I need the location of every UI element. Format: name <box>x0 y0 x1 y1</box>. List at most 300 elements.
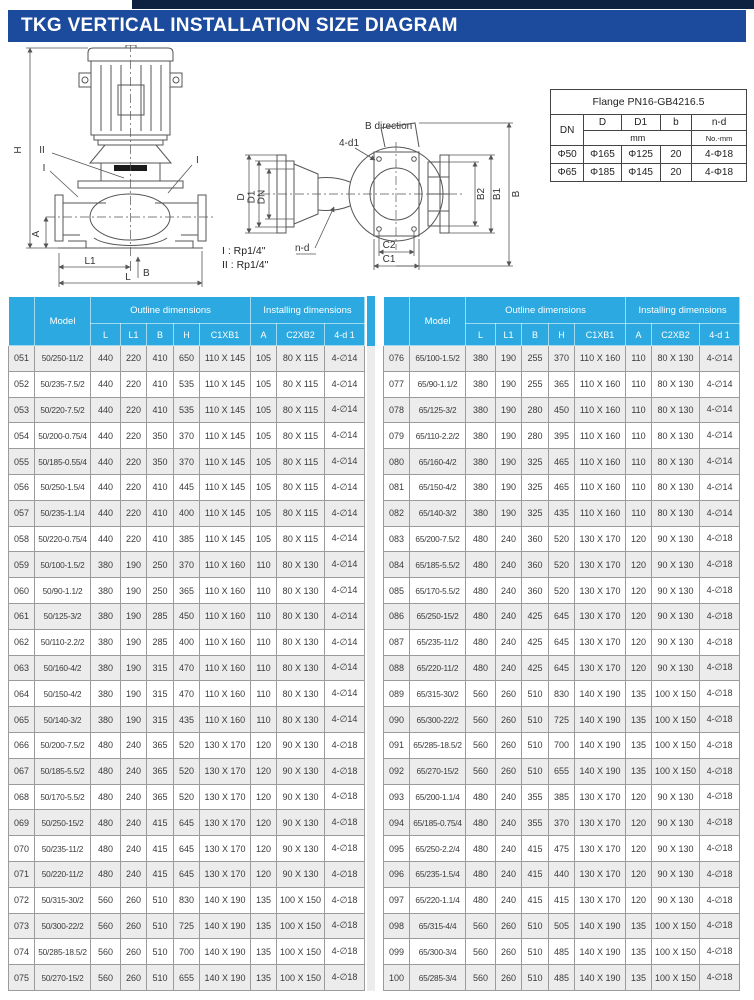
dim-bolt-holes: 4-∅18 <box>325 758 365 784</box>
table-row <box>9 887 365 913</box>
dim-l1: 240 <box>496 784 522 810</box>
dim-bolt-holes: 4-∅18 <box>700 681 740 707</box>
dim-l: 380 <box>466 449 496 475</box>
table-row <box>9 500 365 526</box>
model: 50/110-2.2/2 <box>35 629 91 655</box>
table-row <box>384 500 740 526</box>
model: 50/220-0.75/4 <box>35 526 91 552</box>
table-row <box>384 965 740 991</box>
row-number: 051 <box>9 346 35 372</box>
row-number: 079 <box>384 423 410 449</box>
dim-l1: 260 <box>496 681 522 707</box>
dim-l1: 190 <box>121 603 147 629</box>
dim-c2xb2: 100 X 150 <box>652 758 700 784</box>
dim-label-c1: C1 <box>382 254 396 265</box>
dim-c1xb1: 110 X 160 <box>575 423 626 449</box>
table-row <box>384 449 740 475</box>
dim-label-b: B <box>143 268 150 279</box>
dim-a: 135 <box>626 913 652 939</box>
dim-label-b2: B2 <box>476 187 487 201</box>
model: 65/270-15/2 <box>410 758 466 784</box>
dim-l: 480 <box>466 629 496 655</box>
model-header: Model <box>35 297 91 346</box>
row-number: 084 <box>384 552 410 578</box>
dim-b: 510 <box>147 913 174 939</box>
row-number: 072 <box>9 887 35 913</box>
dim-l: 480 <box>466 861 496 887</box>
dim-a: 135 <box>626 707 652 733</box>
dim-c2xb2: 90 X 130 <box>652 603 700 629</box>
model: 50/300-22/2 <box>35 913 91 939</box>
col-c2xb2: C2XB2 <box>277 324 325 346</box>
dim-l: 480 <box>466 836 496 862</box>
dim-b: 285 <box>147 629 174 655</box>
dim-a: 105 <box>251 397 277 423</box>
row-number: 093 <box>384 784 410 810</box>
col-c1xb1: C1XB1 <box>575 324 626 346</box>
dim-bolt-holes: 4-∅14 <box>325 474 365 500</box>
dim-c1xb1: 130 X 170 <box>575 526 626 552</box>
col-c1xb1: C1XB1 <box>200 324 251 346</box>
row-number: 087 <box>384 629 410 655</box>
dim-c1xb1: 140 X 190 <box>575 681 626 707</box>
row-number: 057 <box>9 500 35 526</box>
dim-c1xb1: 130 X 170 <box>575 784 626 810</box>
note-port-i: I : Rp1/4" <box>222 245 266 257</box>
dim-c1xb1: 110 X 160 <box>575 500 626 526</box>
dim-bolt-holes: 4-∅18 <box>700 603 740 629</box>
model: 50/200-7.5/2 <box>35 732 91 758</box>
dim-l: 480 <box>466 784 496 810</box>
dim-a: 110 <box>626 346 652 372</box>
table-row <box>9 346 365 372</box>
table-row <box>9 526 365 552</box>
dim-bolt-holes: 4-∅14 <box>325 655 365 681</box>
dim-a: 120 <box>626 655 652 681</box>
page-title: TKG VERTICAL INSTALLATION SIZE DIAGRAM <box>8 10 746 42</box>
dim-c2xb2: 90 X 130 <box>652 836 700 862</box>
table-row <box>384 732 740 758</box>
dim-c2xb2: 80 X 130 <box>652 371 700 397</box>
dim-c2xb2: 80 X 130 <box>277 655 325 681</box>
dim-l: 440 <box>91 423 121 449</box>
table-row <box>384 784 740 810</box>
model: 65/285-3/4 <box>410 965 466 991</box>
dim-h: 700 <box>549 732 575 758</box>
dim-b: 410 <box>147 526 174 552</box>
dim-b: 415 <box>147 836 174 862</box>
dim-a: 120 <box>626 578 652 604</box>
dim-h: 365 <box>549 371 575 397</box>
model: 65/235-1.5/4 <box>410 861 466 887</box>
dim-c1xb1: 130 X 170 <box>575 629 626 655</box>
dim-h: 465 <box>549 449 575 475</box>
dim-bolt-holes: 4-∅18 <box>700 784 740 810</box>
dim-bolt-holes: 4-∅18 <box>700 578 740 604</box>
dim-bolt-holes: 4-∅14 <box>325 449 365 475</box>
nd-label: n-d <box>295 243 310 254</box>
dim-h: 370 <box>174 552 200 578</box>
dim-l: 560 <box>91 939 121 965</box>
dim-b: 350 <box>147 449 174 475</box>
row-number: 092 <box>384 758 410 784</box>
row-number: 055 <box>9 449 35 475</box>
b-direction-drawing <box>233 98 531 293</box>
dim-l: 440 <box>91 371 121 397</box>
dim-c1xb1: 130 X 170 <box>200 758 251 784</box>
dim-h: 485 <box>549 965 575 991</box>
dim-l1: 240 <box>121 810 147 836</box>
dim-b: 510 <box>522 707 549 733</box>
table-row <box>384 397 740 423</box>
dim-c1xb1: 110 X 145 <box>200 449 251 475</box>
dim-c1xb1: 130 X 170 <box>575 810 626 836</box>
table-row <box>9 836 365 862</box>
dim-h: 385 <box>549 784 575 810</box>
table-row <box>384 887 740 913</box>
dim-c2xb2: 80 X 115 <box>277 346 325 372</box>
dim-h: 535 <box>174 397 200 423</box>
table-row <box>384 836 740 862</box>
dim-l: 480 <box>466 526 496 552</box>
dim-c1xb1: 130 X 170 <box>200 784 251 810</box>
model: 50/235-7.5/2 <box>35 371 91 397</box>
dim-c1xb1: 140 X 190 <box>200 913 251 939</box>
dim-bolt-holes: 4-∅14 <box>325 578 365 604</box>
dim-h: 370 <box>549 810 575 836</box>
dim-c1xb1: 110 X 160 <box>200 629 251 655</box>
row-number: 054 <box>9 423 35 449</box>
dim-c2xb2: 90 X 130 <box>277 810 325 836</box>
dim-h: 725 <box>549 707 575 733</box>
model: 65/150-4/2 <box>410 474 466 500</box>
dim-a: 110 <box>626 474 652 500</box>
dim-l: 560 <box>466 758 496 784</box>
col-l1: L1 <box>496 324 522 346</box>
flange-d: Φ185 <box>584 164 621 182</box>
model: 50/150-4/2 <box>35 681 91 707</box>
model: 65/235-11/2 <box>410 629 466 655</box>
model: 50/185-5.5/2 <box>35 758 91 784</box>
dim-c1xb1: 130 X 170 <box>200 810 251 836</box>
dim-l1: 240 <box>496 629 522 655</box>
dim-b: 510 <box>522 965 549 991</box>
table-row <box>9 397 365 423</box>
dim-bolt-holes: 4-∅14 <box>325 423 365 449</box>
col-l: L <box>466 324 496 346</box>
dim-b: 325 <box>522 449 549 475</box>
dim-l1: 260 <box>496 939 522 965</box>
table-row <box>9 913 365 939</box>
dim-a: 110 <box>626 371 652 397</box>
dim-h: 435 <box>174 707 200 733</box>
model: 65/285-18.5/2 <box>410 732 466 758</box>
dim-l: 380 <box>91 629 121 655</box>
dim-c2xb2: 90 X 130 <box>652 861 700 887</box>
model: 50/170-5.5/2 <box>35 784 91 810</box>
dim-b: 285 <box>147 603 174 629</box>
table-row <box>9 603 365 629</box>
flange-b: 20 <box>660 146 691 164</box>
dim-bolt-holes: 4-∅18 <box>700 552 740 578</box>
row-number: 069 <box>9 810 35 836</box>
table-row <box>384 371 740 397</box>
dim-bolt-holes: 4-∅14 <box>325 526 365 552</box>
flange-unit-nomm: No.-mm <box>692 131 747 146</box>
dim-a: 105 <box>251 371 277 397</box>
dim-a: 105 <box>251 423 277 449</box>
dim-c2xb2: 80 X 115 <box>277 449 325 475</box>
dim-bolt-holes: 4-∅18 <box>325 939 365 965</box>
dim-c2xb2: 80 X 115 <box>277 371 325 397</box>
dim-b: 350 <box>147 423 174 449</box>
row-number: 099 <box>384 939 410 965</box>
row-number: 095 <box>384 836 410 862</box>
flange-d: Φ165 <box>584 146 621 164</box>
dim-b: 280 <box>522 397 549 423</box>
row-number: 088 <box>384 655 410 681</box>
dim-h: 645 <box>549 629 575 655</box>
model: 50/270-15/2 <box>35 965 91 991</box>
dim-l1: 260 <box>496 913 522 939</box>
dim-l1: 260 <box>496 732 522 758</box>
dim-bolt-holes: 4-∅18 <box>700 758 740 784</box>
dim-l1: 240 <box>121 732 147 758</box>
dim-h: 385 <box>174 526 200 552</box>
flange-col-b: b <box>660 115 691 131</box>
model: 65/110-2.2/2 <box>410 423 466 449</box>
dim-c1xb1: 140 X 190 <box>575 732 626 758</box>
table-row <box>384 913 740 939</box>
row-number: 067 <box>9 758 35 784</box>
row-number: 091 <box>384 732 410 758</box>
dim-a: 105 <box>251 500 277 526</box>
dim-l1: 220 <box>121 500 147 526</box>
dim-l: 480 <box>466 655 496 681</box>
dim-b: 415 <box>522 861 549 887</box>
flange-dn: Φ50 <box>551 146 584 164</box>
dim-b: 425 <box>522 655 549 681</box>
dim-h: 725 <box>174 913 200 939</box>
table-row <box>384 474 740 500</box>
dimension-tables <box>8 296 740 991</box>
dim-a: 120 <box>626 784 652 810</box>
row-number: 063 <box>9 655 35 681</box>
dim-l1: 220 <box>121 526 147 552</box>
dim-c2xb2: 80 X 115 <box>277 526 325 552</box>
dim-l: 440 <box>91 474 121 500</box>
table-row <box>384 655 740 681</box>
pump-front-view-drawing <box>8 45 236 295</box>
dim-l1: 190 <box>496 500 522 526</box>
dim-l: 480 <box>466 578 496 604</box>
dim-bolt-holes: 4-∅18 <box>325 732 365 758</box>
dim-l: 560 <box>466 707 496 733</box>
dim-bolt-holes: 4-∅14 <box>700 474 740 500</box>
dim-b: 510 <box>147 939 174 965</box>
flange-unit-mm: mm <box>584 131 692 146</box>
dim-c2xb2: 90 X 130 <box>652 526 700 552</box>
dim-a: 120 <box>626 836 652 862</box>
top-accent-strip <box>132 0 754 9</box>
dim-a: 120 <box>251 784 277 810</box>
flange-b: 20 <box>660 164 691 182</box>
dim-a: 135 <box>626 732 652 758</box>
col-b: B <box>147 324 174 346</box>
dim-b: 280 <box>522 423 549 449</box>
dim-l: 560 <box>91 887 121 913</box>
table-row <box>384 707 740 733</box>
model: 50/220-7.5/2 <box>35 397 91 423</box>
dim-c1xb1: 110 X 145 <box>200 500 251 526</box>
dim-b: 410 <box>147 371 174 397</box>
table-row <box>9 371 365 397</box>
dim-l1: 220 <box>121 346 147 372</box>
flange-nd: 4-Φ18 <box>692 146 747 164</box>
dim-a: 110 <box>626 449 652 475</box>
dim-l1: 240 <box>496 603 522 629</box>
row-number: 077 <box>384 371 410 397</box>
model: 50/235-11/2 <box>35 836 91 862</box>
col-l: L <box>91 324 121 346</box>
dim-l1: 260 <box>121 913 147 939</box>
dim-h: 520 <box>549 578 575 604</box>
dim-a: 110 <box>251 629 277 655</box>
dim-c1xb1: 110 X 160 <box>200 603 251 629</box>
dim-l: 480 <box>91 810 121 836</box>
dim-c2xb2: 100 X 150 <box>652 965 700 991</box>
col-c2xb2: C2XB2 <box>652 324 700 346</box>
dim-h: 450 <box>174 603 200 629</box>
dim-l1: 190 <box>496 449 522 475</box>
dim-l1: 260 <box>121 965 147 991</box>
dimension-table-right <box>383 296 740 991</box>
dim-c1xb1: 140 X 190 <box>575 707 626 733</box>
model: 50/185-0.55/4 <box>35 449 91 475</box>
dim-a: 135 <box>626 939 652 965</box>
dim-bolt-holes: 4-∅14 <box>700 346 740 372</box>
dim-c1xb1: 140 X 190 <box>200 939 251 965</box>
row-number: 096 <box>384 861 410 887</box>
model: 65/160-4/2 <box>410 449 466 475</box>
dim-l: 480 <box>466 810 496 836</box>
dim-c1xb1: 130 X 170 <box>200 732 251 758</box>
flange-nd: 4-Φ18 <box>692 164 747 182</box>
dim-l: 480 <box>91 784 121 810</box>
dim-l1: 240 <box>496 552 522 578</box>
dim-c1xb1: 130 X 170 <box>575 655 626 681</box>
dim-l1: 190 <box>496 397 522 423</box>
dim-l: 560 <box>466 732 496 758</box>
dim-c2xb2: 100 X 150 <box>652 681 700 707</box>
dim-h: 415 <box>549 887 575 913</box>
model: 65/250-2.2/4 <box>410 836 466 862</box>
dim-c2xb2: 80 X 130 <box>652 500 700 526</box>
dim-h: 830 <box>549 681 575 707</box>
table-row <box>9 552 365 578</box>
col-4d1: 4-d 1 <box>325 324 365 346</box>
table-row <box>9 423 365 449</box>
row-number: 083 <box>384 526 410 552</box>
dim-b: 355 <box>522 810 549 836</box>
dim-c1xb1: 140 X 190 <box>200 887 251 913</box>
dim-l1: 190 <box>496 423 522 449</box>
table-row <box>384 861 740 887</box>
dim-b: 510 <box>522 681 549 707</box>
row-number: 059 <box>9 552 35 578</box>
dim-h: 470 <box>174 655 200 681</box>
table-row <box>9 810 365 836</box>
table-row <box>9 707 365 733</box>
dim-c2xb2: 90 X 130 <box>652 784 700 810</box>
dim-l1: 240 <box>496 887 522 913</box>
dim-bolt-holes: 4-∅14 <box>700 423 740 449</box>
dim-a: 120 <box>251 861 277 887</box>
dim-b: 425 <box>522 603 549 629</box>
dim-bolt-holes: 4-∅18 <box>325 810 365 836</box>
dim-l1: 260 <box>496 707 522 733</box>
table-row <box>384 423 740 449</box>
model: 65/315-30/2 <box>410 681 466 707</box>
row-number: 060 <box>9 578 35 604</box>
dim-c1xb1: 110 X 160 <box>200 707 251 733</box>
dim-label-h: H <box>13 146 24 154</box>
dim-h: 520 <box>549 526 575 552</box>
port-label-i-left: I <box>42 163 46 174</box>
dim-b: 360 <box>522 552 549 578</box>
dim-c2xb2: 90 X 130 <box>652 810 700 836</box>
dim-l1: 240 <box>496 655 522 681</box>
row-number: 075 <box>9 965 35 991</box>
dim-b: 365 <box>147 758 174 784</box>
col-a: A <box>251 324 277 346</box>
dim-l: 560 <box>466 965 496 991</box>
flange-col-dn: DN <box>551 115 584 146</box>
row-number: 086 <box>384 603 410 629</box>
note-port-ii: II : Rp1/4" <box>222 259 269 271</box>
model: 50/90-1.1/2 <box>35 578 91 604</box>
table-row <box>384 346 740 372</box>
row-number: 058 <box>9 526 35 552</box>
dim-bolt-holes: 4-∅18 <box>700 526 740 552</box>
row-number-header <box>384 297 410 346</box>
dim-a: 135 <box>251 913 277 939</box>
dim-a: 120 <box>626 526 652 552</box>
dim-l: 560 <box>466 913 496 939</box>
dim-a: 135 <box>251 965 277 991</box>
col-h: H <box>174 324 200 346</box>
dim-label-l1: L1 <box>84 256 96 267</box>
dim-h: 645 <box>174 836 200 862</box>
dim-h: 485 <box>549 939 575 965</box>
dim-l1: 260 <box>121 939 147 965</box>
row-number: 085 <box>384 578 410 604</box>
model: 50/140-3/2 <box>35 707 91 733</box>
dim-h: 400 <box>174 500 200 526</box>
dim-l1: 240 <box>496 836 522 862</box>
table-row <box>9 629 365 655</box>
dim-a: 110 <box>626 423 652 449</box>
dim-c2xb2: 80 X 115 <box>277 397 325 423</box>
dim-c1xb1: 130 X 170 <box>575 552 626 578</box>
row-number: 081 <box>384 474 410 500</box>
col-4d1: 4-d 1 <box>700 324 740 346</box>
dim-b: 325 <box>522 500 549 526</box>
dim-c1xb1: 130 X 170 <box>575 861 626 887</box>
dim-l1: 190 <box>121 552 147 578</box>
dim-bolt-holes: 4-∅14 <box>325 500 365 526</box>
dim-c1xb1: 110 X 160 <box>575 474 626 500</box>
